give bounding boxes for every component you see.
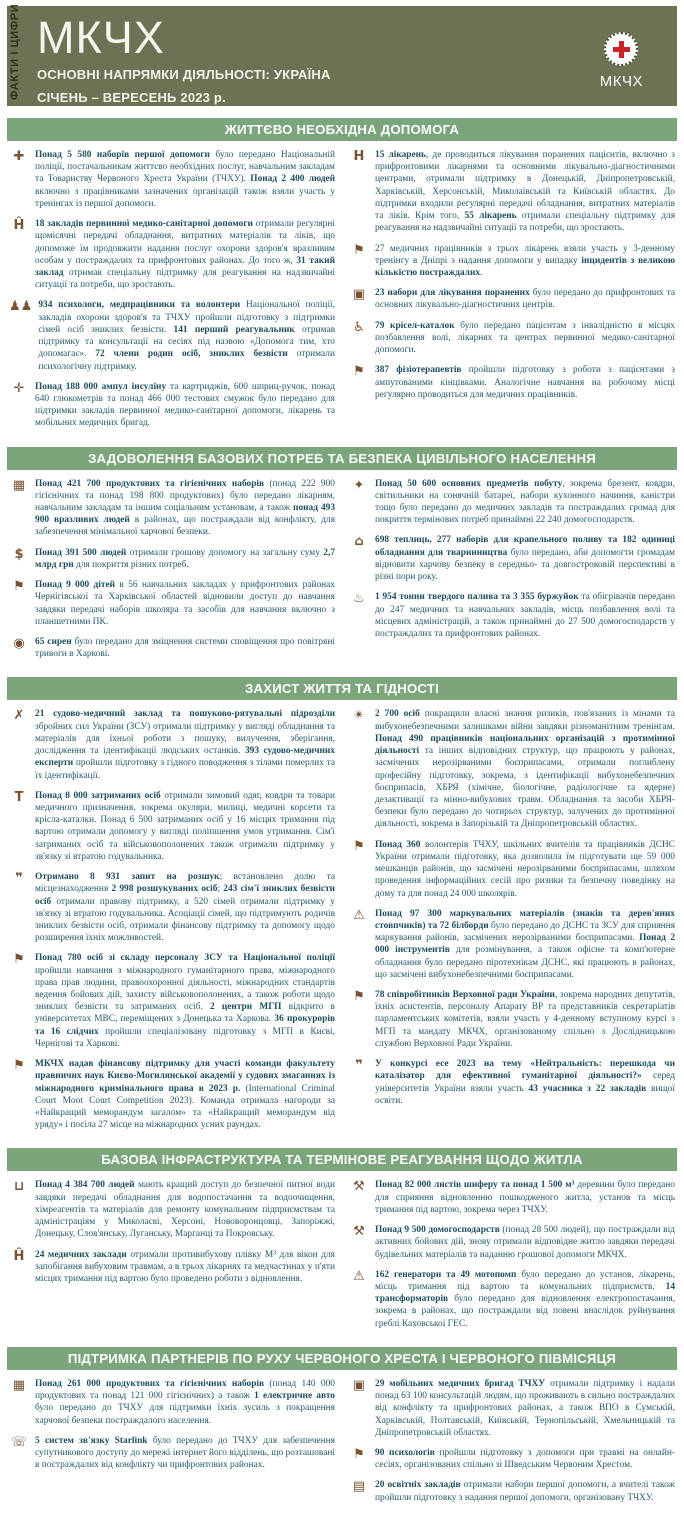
list-item — [349, 1269, 675, 1330]
item-text: Понад 421 700 продуктових та гігієнічних наборів (понад 222 900 гігієнічних та понад 198 800 продуктових) було передано лікарням, навчальним закладам та іншим соціальним установам, а також понад 493 900 вразливих людей в районах, що постраждали від конфлікту, для забезпечення мінімальної харчової безпеки. — [35, 478, 336, 538]
list-item — [9, 381, 335, 430]
list-item — [349, 534, 675, 583]
item-text: 24 медичних заклади отримали противибухову плівку М³ для вікон для запобігання вибуховим травмам, а в трьох лікарнях та медчастинах у п'яти місцях тримання під вартою було проведено роботи з відновлення. — [35, 1249, 335, 1284]
tracing-icon: ❞ — [15, 871, 23, 887]
item-text: 5 систем зв'язку Starlink було передано до ТЧХУ для забезпечення супутникового доступу до мережі інтернет його відділень, що розташовані в постраждалих від конфлікту чи прифронтових районах. — [35, 1435, 335, 1471]
list-item — [9, 1435, 335, 1472]
parcel-icon: ▦ — [12, 477, 26, 493]
item-text: 15 лікарень, де проводиться лікування поранених пацієнтів, включно з прифронтовими лікарнями та основними лікувально-діагностичними центрами, отримали підтримку в Донецькій, Дніпропетровській, Харківській, Херсонській, Миколаївській та Київській областях. До підтримки входили регулярні передачі обладнання, витратних матеріалів та ліків. Крім того, 55 лікарень отримали спеціальну підтримку для реагування на надзвичайні ситуації та потреби, що зростають. — [375, 150, 676, 234]
red-cross-horizontal-bar — [613, 47, 630, 52]
list-item — [9, 1058, 335, 1131]
water-icon: ⊔ — [13, 1179, 25, 1195]
item-text: Понад 8 000 затриманих осіб отримали зимовий одяг, ковдри та товари медичного призначення, зокрема окуляри, милиці, медичні корсети та крісла-каталки. Понад 6 500 затриманих осіб у 16 місцях тримання під вартою отримали допомогу у вигляді поліпшення умов утримання. Сім'ї затриманих осіб та військовополонених також отримали підтримку у зв'язку зі втратою годувальника. — [35, 790, 336, 862]
list-item — [349, 287, 675, 311]
school-board-icon: ⚑ — [13, 579, 25, 595]
item-text: 20 освітніх закладів отримали набори першої допомоги, а вчителі також пройшли підготовку з надання першої допомоги, організовану ТЧХУ. — [375, 1480, 676, 1503]
item-text: Понад 4 384 700 людей мають кращий доступ до безпечної питної води завдяки передачі обладнання для водопостачання та водоочищення, хімреагентів та матеріалів для ремонту комунальним підприємствам та адміністраціям у Миколаєві, Херсоні, Нововоронцовці, Запоріжжі, Донецьку, Слов'янську, Луганську, Марганці та Покровську. — [35, 1180, 335, 1240]
subtitle-line2: СІЧЕНЬ – ВЕРЕСЕНЬ 2023 р. — [37, 90, 226, 106]
list-item — [349, 243, 675, 280]
mobile-units-icon: ▣ — [352, 1377, 366, 1393]
list-item — [349, 478, 675, 527]
wheelchair-icon: ♿ — [353, 319, 365, 335]
ihl-board-icon: ⚑ — [13, 952, 25, 968]
list-item — [349, 908, 675, 981]
parliament-board-icon: ⚑ — [353, 989, 365, 1005]
item-text: Отримано 8 931 запит на розшук; встановлено долю та місцезнаходження 2 998 розшукуваних осіб; 243 сім'ї зниклих безвісти осіб отримали правову підтримку, а 520 сімей отримали підтримку у зв'язку зі втратою годувальника. Асоціації сімей, що підтримують родичів зниклих безвісти осіб, отримали фінансову підтримку та допомогу щодо розширення їхніх можливостей. — [35, 872, 336, 944]
generators-icon: ⚠ — [353, 1268, 365, 1284]
item-text: 934 психологи, медпрацівники та волонтери Національної поліції, закладів охорони здоров'я та ТЧХУ пройшли підготовку з підтримки сімей осіб зниклих безвісти. 141 перший реагувальник отримав підтримку та консультації на сесіях під назвою «Допомога тим, хто допомагає». 72 члени родин осіб, зниклих безвісти отримали психологічну підтримку. — [38, 300, 336, 372]
item-text: Понад 780 осіб зі складу персоналу ЗСУ та Національної поліції пройшли навчання з міжнародного гуманітарного права, міжнародного права прав людини, правоохоронної діяльності, міжнародних стандартів ведення бойових дій, захисту військовополонених, а також роботи щодо зниклих безвісти та затриманих осіб. 2 центри МГП відкрито в університетах МВС, переміщених з Донецька та Харкова. 36 прокурорів та 16 слідчих пройшли спеціалізовану підготовку з МГП в Києві, Чернігові та Харкові. — [35, 953, 336, 1049]
list-item — [9, 579, 335, 628]
roofing-icon: ⚒ — [353, 1179, 365, 1195]
list-item — [349, 1447, 675, 1471]
first-aid-kit-icon: ✚ — [13, 149, 25, 164]
column — [9, 478, 335, 669]
section-columns — [7, 478, 677, 669]
item-text: 23 набори для лікування поранених було передано до прифронтових та основних лікувально-діагностичних центрів. — [375, 288, 675, 311]
list-item — [9, 952, 335, 1050]
list-item — [349, 149, 675, 235]
list-item — [349, 591, 675, 640]
section-2 — [7, 447, 677, 669]
item-text: Понад 9 000 дітей в 56 навчальних закладах у прифронтових районах Чернігівської та Харківської областей відновили доступ до навчання завдяки передачі наборів школяра та засобів для навчання включно з планшетними ПК. — [35, 580, 335, 627]
item-text: Понад 391 500 людей отримали грошову допомогу на загальну суму 2,7 млрд грн для покриття різних потреб. — [35, 547, 335, 570]
item-text: 698 теплиць, 277 наборів для крапельного поливу та 182 одиниці обладнання для тваринництва було передано, аби допомогти громадам відновити харчову безпеку в середньо- та довгостроковій перспективі в різні пори року. — [375, 535, 675, 583]
team-icon: ♟♟ — [9, 299, 33, 315]
physio-board-icon: ⚑ — [353, 364, 365, 380]
subtitle-line1: ОСНОВНІ НАПРЯМКИ ДІЯЛЬНОСТІ: УКРАЇНА — [37, 67, 331, 83]
list-item — [349, 708, 675, 830]
item-text: Понад 9 500 домогосподарств (понад 28 500 людей), що постраждали від активних бойових дій, знову отримали відповідне житло завдяки передачі будівельних матеріалів та наданню грошової допомоги МКЧХ. — [375, 1225, 675, 1260]
list-item — [349, 1224, 675, 1261]
section-header: ЗАДОВОЛЕННЯ БАЗОВИХ ПОТРЕБ ТА БЕЗПЕКА ЦИВІЛЬНОГО НАСЕЛЕННЯ — [7, 447, 677, 470]
siren-icon: ◉ — [13, 636, 25, 651]
list-item — [349, 989, 675, 1050]
column — [9, 149, 335, 438]
clothing-icon: T — [14, 789, 24, 805]
blast-film-icon: Ĥ — [13, 1248, 25, 1264]
shelter-icon: ⚒ — [353, 1224, 365, 1240]
parcels-bag-icon: ▦ — [12, 1377, 26, 1393]
column — [9, 1179, 335, 1337]
item-text: 27 медичних працівників з трьох лікарень взяли участь у 3-денному тренінгу в Дніпрі з надання допомоги у випадку інцидентів з великою кількістю постраждалих. — [375, 243, 675, 278]
list-item — [349, 839, 675, 900]
section-columns — [7, 708, 677, 1139]
item-text: Понад 82 000 листів шиферу та понад 1 500 м³ деревини було передано для сприяння відновленню пошкодженого житла, установ та місць тримання під вартою, зокрема через ТЧХУ. — [375, 1180, 675, 1215]
column — [349, 1378, 675, 1512]
clinic-icon: Ĥ — [13, 218, 25, 234]
list-item — [9, 218, 335, 291]
facts-and-figures-label: ФАКТИ І ЦИФРИ — [9, 3, 21, 100]
list-item — [9, 547, 335, 571]
item-text: 78 співробітників Верховної ради України, зокрема народних депутатів, їхніх асистентів, персоналу Апарату ВР та представників секретаріатів парламентських комітетів, взяли участь у 4-денному вступному курсі з МГП та мандату МКЧХ, організованому спільно з Дослідницькою службою Верховної Ради України. — [375, 990, 676, 1049]
item-text: Понад 50 600 основних предметів побуту, зокрема брезент, ковдри, світильники на сонячній батареї, набори кухонного начиння, каністри тощо було передано до медичних закладів та постраждалих громад для покриття термінових потреб принаймні 22 240 домогосподарств. — [375, 478, 675, 526]
item-text: 21 судово-медичний заклад та пошуково-рятувальні підрозділи збройних сил України (ЗСУ) отримали підтримку у вигляді обладнання та матеріалів для їхньої роботи з пошуку, вилучення, зберігання, дослідження та ідентифікації людських останків. 393 судово-медичних експерти пройшли підготовку з гідного поводження з тілами померлих та їх ідентифікації. — [35, 709, 335, 781]
section-header: ПІДТРИМКА ПАРТНЕРІВ ПО РУХУ ЧЕРВОНОГО ХРЕСТА І ЧЕРВОНОГО ПІВМІСЯЦЯ — [7, 1347, 677, 1370]
section-1 — [7, 118, 677, 438]
essay-icon: ❞ — [355, 1058, 363, 1074]
column — [9, 708, 335, 1139]
item-text: 387 фізіотерапевтів пройшли підготовку з роботи з пацієнтами з ампутованими кінцівками. Аналогічне навчання на робочому місці регулярно проводиться для медичних працівників. — [375, 365, 675, 400]
red-cross-icon — [604, 32, 638, 66]
section-4 — [7, 1148, 677, 1337]
column — [349, 478, 675, 669]
page-title: МКЧХ — [37, 12, 165, 63]
list-item — [349, 1479, 675, 1503]
section-columns — [7, 149, 677, 438]
item-text: МКЧХ надав фінансову підтримку для участі команди факультету правничих наук Києво-Могилянської академії у судових змаганнях із міжнародного кримінального права в 2023 р. (International Criminal Court Moot Court Competition 2023). Команда отримала нагороди за «Найкращий меморандум загалом» та «Найкращий меморандум від уряду» і посіла 27 місце на міжнародних усних раундах. — [35, 1059, 335, 1131]
hospital-icon: H — [353, 149, 365, 164]
list-item — [9, 478, 335, 539]
list-item — [9, 149, 335, 210]
list-item — [349, 1058, 675, 1107]
wound-kits-icon: ▣ — [352, 287, 366, 303]
column — [349, 149, 675, 438]
item-text: 65 сирен було передано для зміцнення системи сповіщення про повітряні тривоги в Харкові. — [35, 637, 335, 660]
item-text: 2 700 осіб покращили власні знання ризиків, пов'язаних із мінами та вибухонебезпечними залишками війни завдяки різноманітним тренінгам. Понад 490 працівників національних організацій з протимінної діяльності та інших відповідних структур, що працюють у районах, засмічених нерозірваними боєприпасами, отримали поглиблену професійну підготовку, зокрема, з ідентифікації вибухонебезпечних боєприпасів, ХБРЯ (хімічне, біологічне, радіологічне та ядерне) дезактивації та мінно-вибухових травм. Обладнання та засоби ХБРЯ-безпеки було передано до чотирьох структур, залучених до протимінної діяльності, зокрема в Запорізькій та Дніпропетровській областях. — [375, 709, 675, 830]
icrc-logo — [600, 32, 643, 90]
psych-board-icon: ⚑ — [353, 1446, 365, 1462]
section-3 — [7, 677, 677, 1139]
section-header: ЖИТТЄВО НЕОБХІДНА ДОПОМОГА — [7, 118, 677, 141]
section-5 — [7, 1347, 677, 1512]
item-text: 162 генератори та 49 мотопомп було передано до установ, лікарень, місць тримання під вартою та комунальних підприємств. 14 трансформаторів було передано для відновлення електропостачання, зокрема в районах, що постраждали від повені внаслідок руйнування греблі Каховської ГЕС. — [375, 1269, 675, 1329]
header-main — [27, 6, 331, 106]
starlink-icon: ☏ — [10, 1434, 28, 1450]
education-book-icon: ▤ — [352, 1479, 366, 1495]
insulin-icon: ✛ — [13, 380, 25, 396]
mine-icon: ✴ — [353, 708, 365, 724]
list-item — [349, 1378, 675, 1439]
greenhouse-icon: ⌂ — [354, 534, 364, 550]
item-text: 79 крісел-каталок було передано пацієнтам з інвалідністю в місцях позбавлення волі, лікарнях та центрах первинної медико-санітарної допомоги. — [375, 320, 675, 356]
item-text: Понад 5 580 наборів першої допомоги було передано Національній поліції, постачальникам життєво необхідних послуг, навчальним закладам та Товариству Червоного Хреста України (ТЧХУ). Понад 2 400 людей включно з працівниками зазначених організацій також взяли участь у тренінгах із першої допомоги. — [35, 150, 336, 209]
item-text: 18 закладів первинної медико-санітарної допомоги отримали регулярні щомісячні передачі обладнання, витратних матеріалів та ліків, що допоможе їм продовжити надання послуг охорони здоров'я вразливим особам у постраждалих та прифронтових районах. До того ж, 31 такий заклад отримав спеціальну підтримку для реагування на надзвичайні ситуації та потреби, що зростають. — [35, 219, 335, 291]
teacher-board-icon: ⚑ — [353, 838, 365, 854]
list-item — [9, 1378, 335, 1427]
moot-board-icon: ⚑ — [13, 1058, 25, 1074]
list-item — [9, 1179, 335, 1240]
item-text: Понад 360 волонтерів ТЧХУ, шкільних вчителів та працівників ДСНС України отримали підготовку, яка дозволила їм підготувати ще 59 000 мешканців районів, що засмічені нерозірваними боєприпасами, шляхом проведення інформаційних сесій про ризики та безпечну поведінку на дому та для понад 24 000 школярів. — [375, 839, 676, 899]
item-text: Понад 97 300 маркувальних матеріалів (знаків та дерев'яних стовпчиків) та 72 білборди було передано до ДСНС та ЗСУ для сприяння маркування районів, засмічених нерозірваними боєприпасами. Понад 2 000 інструментів для розмінування, а також офісне та комп'ютерне обладнання було передано піротехнікам ДСНС, які працюють в районах, що засмічені вибухонебезпечними боєприпасами. — [375, 908, 676, 980]
item-text: 29 мобільних медичних бригад ТЧХУ отримали підтримку і надали понад 63 100 консультацій людям, що проживають в сильно постраждалих від конфлікту та прифронтових районах, а також ВПО в Сумській, Харківській, Полтавській, Київській, Тернопільській, Хмельницькій та Дніпропетровській областях. — [375, 1378, 675, 1438]
list-item — [9, 871, 335, 944]
list-item — [349, 320, 675, 357]
forensic-icon: ✗ — [13, 708, 25, 724]
column — [349, 708, 675, 1139]
marking-icon: ⚠ — [353, 907, 365, 923]
stove-icon: ♨ — [353, 591, 365, 607]
column — [349, 1179, 675, 1337]
household-icon: ✦ — [353, 477, 365, 493]
column — [9, 1378, 335, 1512]
list-item — [349, 364, 675, 401]
list-item — [9, 790, 335, 863]
item-text: 90 психологів пройшли підготовку з допомоги при травмі на онлайн-сесіях, організованих спільно зі Шведським Червоним Хрестом. — [375, 1447, 675, 1471]
item-text: Понад 261 000 продуктових та гігієнічних наборів (понад 140 000 продуктових та понад 121 000 гігієнічних) а також 1 електричне авто було передано до ТЧХУ для підтримки їхніх зусиль з покращення харчової безпеки постраждалого населення. — [35, 1378, 335, 1426]
item-text: У конкурсі есе 2023 на тему «Нейтральність: перешкода чи каталізатор для ефективної гуманітарної діяльності?» серед університетів України взяли участь 43 учасника з 22 закладів вищої освіти. — [375, 1059, 675, 1106]
section-header: БАЗОВА ІНФРАСТРУКТУРА ТА ТЕРМІНОВЕ РЕАГУВАННЯ ЩОДО ЖИТЛА — [7, 1148, 677, 1171]
section-header: ЗАХИСТ ЖИТТЯ ТА ГІДНОСТІ — [7, 677, 677, 700]
list-item — [9, 636, 335, 660]
item-text: 1 954 тонни твердого палива та 3 355 буржуйок та обігрівачів передано до 247 медичних та навчальних закладів, місць позбавлення волі та місцевих адміністрацій, а також принаймні до 27 500 домогосподарств у постраждалих та прифронтових районах. — [375, 592, 675, 639]
logo-label: МКЧХ — [599, 73, 643, 90]
list-item — [349, 1179, 675, 1216]
list-item — [9, 708, 335, 781]
section-columns — [7, 1179, 677, 1337]
cash-icon: $ — [14, 546, 24, 562]
header-band — [7, 3, 677, 106]
list-item — [9, 299, 335, 372]
section-columns — [7, 1378, 677, 1512]
training-board-icon: ⚑ — [353, 242, 365, 258]
sections-container — [7, 118, 677, 1512]
item-text: Понад 188 000 ампул інсуліну та картриджів, 600 шприц-ручок, понад 640 глюкометрів та понад 466 000 тестових смужок було передано для підтримки закладів первинної медико-санітарної допомоги, лікарень та мобільних медичних бригад. — [35, 381, 335, 429]
